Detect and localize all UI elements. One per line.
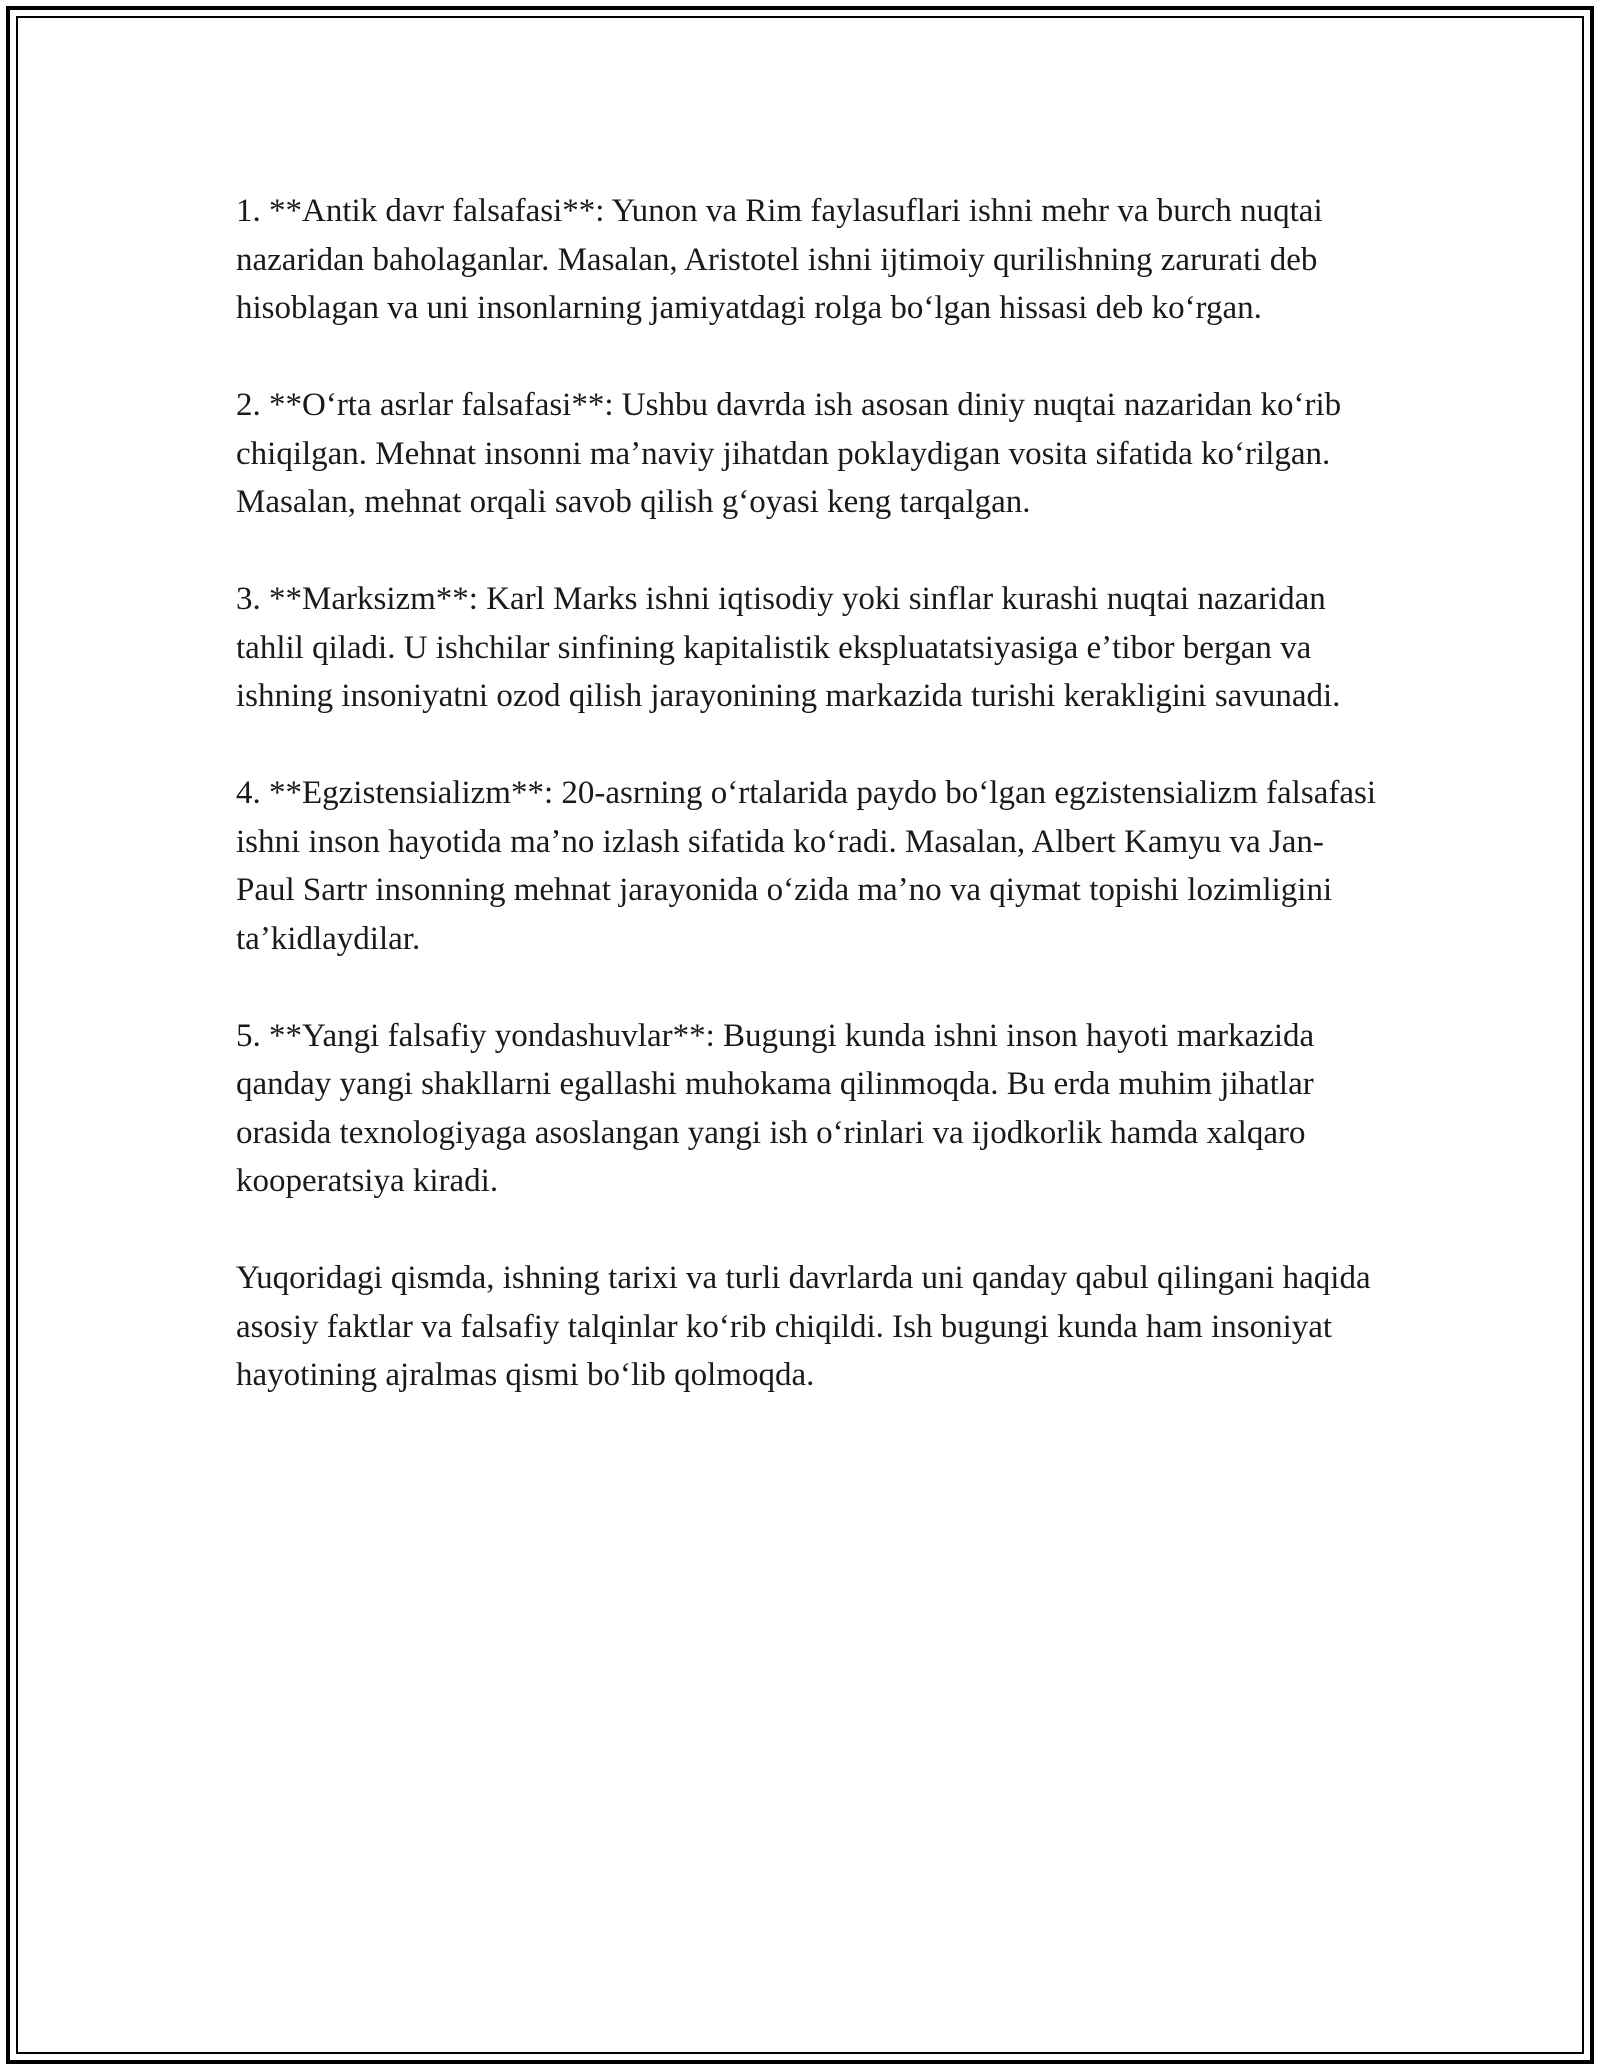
paragraph-egzistensializm: 4. **Egzistensializm**: 20-asrning oʻrtalarida paydo boʻlgan egzistensializm falsafasi ishni inson hayotida maʼno izlash sifatida koʻradi. Masalan, Albert Kamyu va Jan-Paul Sartr insonning mehnat jarayonida oʻzida maʼno va qiymat topishi lozimligini taʼkidlaydilar. xyxy=(236,775,1376,957)
paragraph-orta-asrlar: 2. **Oʻrta asrlar falsafasi**: Ushbu davrda ish asosan diniy nuqtai nazaridan koʻrib chiqilgan. Mehnat insonni maʼnaviy jihatdan poklaydigan vosita sifatida koʻrilgan. Masalan, mehnat orqali savob qilish gʻoyasi keng tarqalgan. xyxy=(236,387,1342,520)
paragraph-yangi-yondashuvlar: 5. **Yangi falsafiy yondashuvlar**: Bugungi kunda ishni inson hayoti markazida qanday yangi shakllarni egallashi muhokama qilinmoqda. Bu erda muhim jihatlar orasida texnologiyaga asoslangan yangi ish oʻrinlari va ijodkorlik hamda xalqaro kooperatsiya kiradi. xyxy=(236,1017,1315,1199)
paragraph-marksizm: 3. **Marksizm**: Karl Marks ishni iqtisodiy yoki sinflar kurashi nuqtai nazaridan tahlil qiladi. U ishchilar sinfining kapitalistik ekspluatatsiyasiga eʼtibor bergan va ishning insoniyatni ozod qilish jarayonining markazida turishi kerakligini savunadi. xyxy=(236,581,1341,714)
paragraph-conclusion: Yuqoridagi qismda, ishning tarixi va turli davrlarda uni qanday qabul qilingani haqida asosiy faktlar va falsafiy talqinlar koʻrib chiqildi. Ish bugungi kunda ham insoniyat hayotining ajralmas qismi boʻlib qolmoqda. xyxy=(236,1260,1371,1393)
document-body xyxy=(236,187,1376,1448)
paragraph-antik-davr: 1. **Antik davr falsafasi**: Yunon va Rim faylasuflari ishni mehr va burch nuqtai nazaridan baholaganlar. Masalan, Aristotel ishni ijtimoiy qurilishning zarurati deb hisoblagan va uni insonlarning jamiyatdagi rolga boʻlgan hissasi deb koʻrgan. xyxy=(236,193,1323,326)
